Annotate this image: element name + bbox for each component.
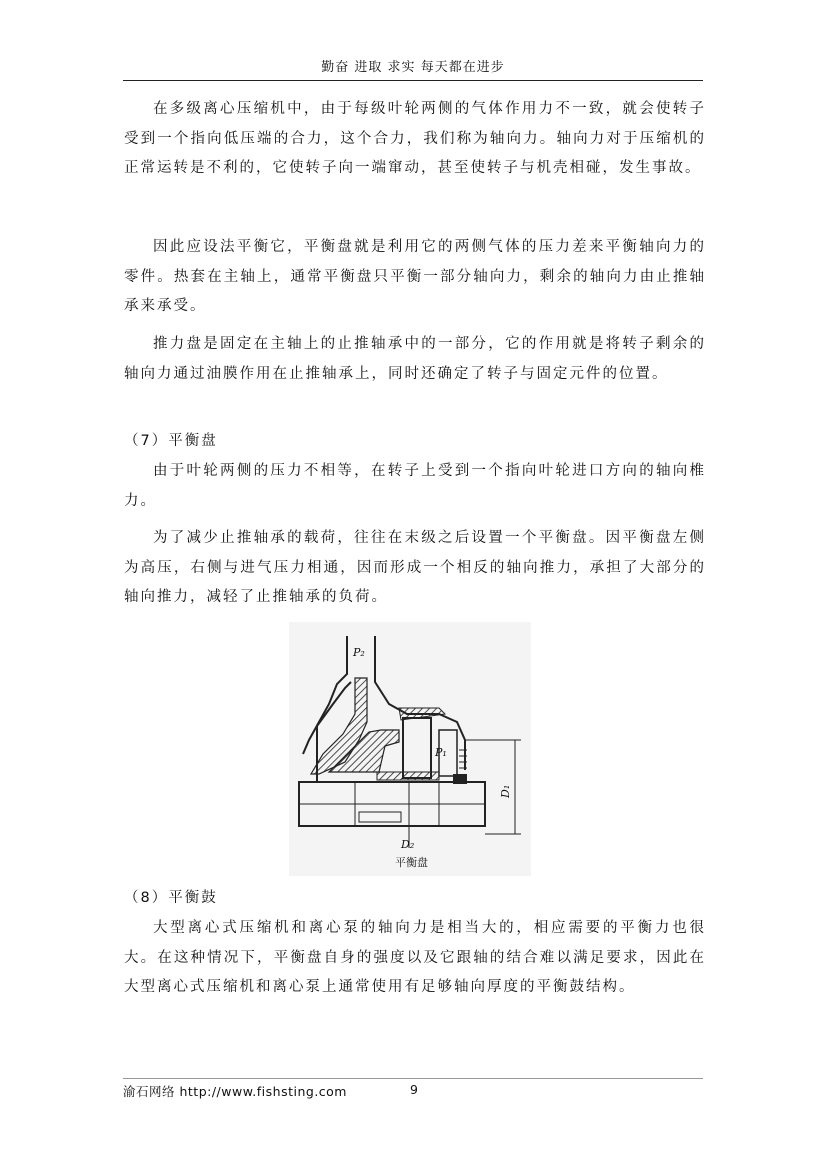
page-footer bbox=[123, 1082, 418, 1100]
section-7-heading: （7）平衡盘 bbox=[124, 433, 218, 449]
label-d-bottom: D₂ bbox=[401, 838, 415, 851]
page-header: 勤奋 进取 求实 每天都在进步 bbox=[123, 58, 703, 81]
paragraph-s8-1: 大型离心式压缩机和离心泵的轴向力是相当大的，相应需要的平衡力也很大。在这种情况下，平衡盘自身的强度以及它跟轴的结合难以满足要求，因此在大型离心式压缩机和离心泵上通常使用有足够轴向厚度的平衡鼓结构。 bbox=[124, 920, 706, 996]
label-p-top: P₂ bbox=[353, 646, 365, 659]
label-d-right: D₁ bbox=[499, 784, 512, 798]
paragraph-s7-2: 为了减少止推轴承的载荷，往往在末级之后设置一个平衡盘。因平衡盘左侧为高压，右侧与进气压力相通，因而形成一个相反的轴向推力，承担了大部分的轴向推力，减轻了止推轴承的负荷。 bbox=[124, 530, 706, 606]
page-number: 9 bbox=[410, 1082, 418, 1097]
paragraph-axial-force: 在多级离心压缩机中，由于每级叶轮两侧的气体作用力不一致，就会使转子受到一个指向低压端的合力，这个合力，我们称为轴向力。轴向力对于压缩机的正常运转是不利的，它使转子向一端窜动，甚至使转子与机壳相碰，发生事故。 bbox=[124, 101, 706, 177]
footer-site[interactable]: 渝石网络 http://www.fishsting.com bbox=[123, 1084, 347, 1099]
paragraph-thrust-disc: 推力盘是固定在主轴上的止推轴承中的一部分，它的作用就是将转子剩余的轴向力通过油膜作用在止推轴承上，同时还确定了转子与固定元件的位置。 bbox=[124, 336, 706, 382]
label-p-mid: P₁ bbox=[435, 746, 447, 759]
section-8-heading: （8）平衡鼓 bbox=[124, 890, 218, 906]
balance-disc-figure bbox=[289, 622, 531, 876]
paragraph-balance: 因此应设法平衡它，平衡盘就是利用它的两侧气体的压力差来平衡轴向力的零件。热套在主轴上，通常平衡盘只平衡一部分轴向力，剩余的轴向力由止推轴承来承受。 bbox=[124, 239, 706, 315]
footer-divider bbox=[123, 1078, 703, 1079]
figure-caption: 平衡盘 bbox=[395, 856, 428, 869]
paragraph-s7-1: 由于叶轮两侧的压力不相等，在转子上受到一个指向叶轮进口方向的轴向椎力。 bbox=[124, 463, 706, 509]
